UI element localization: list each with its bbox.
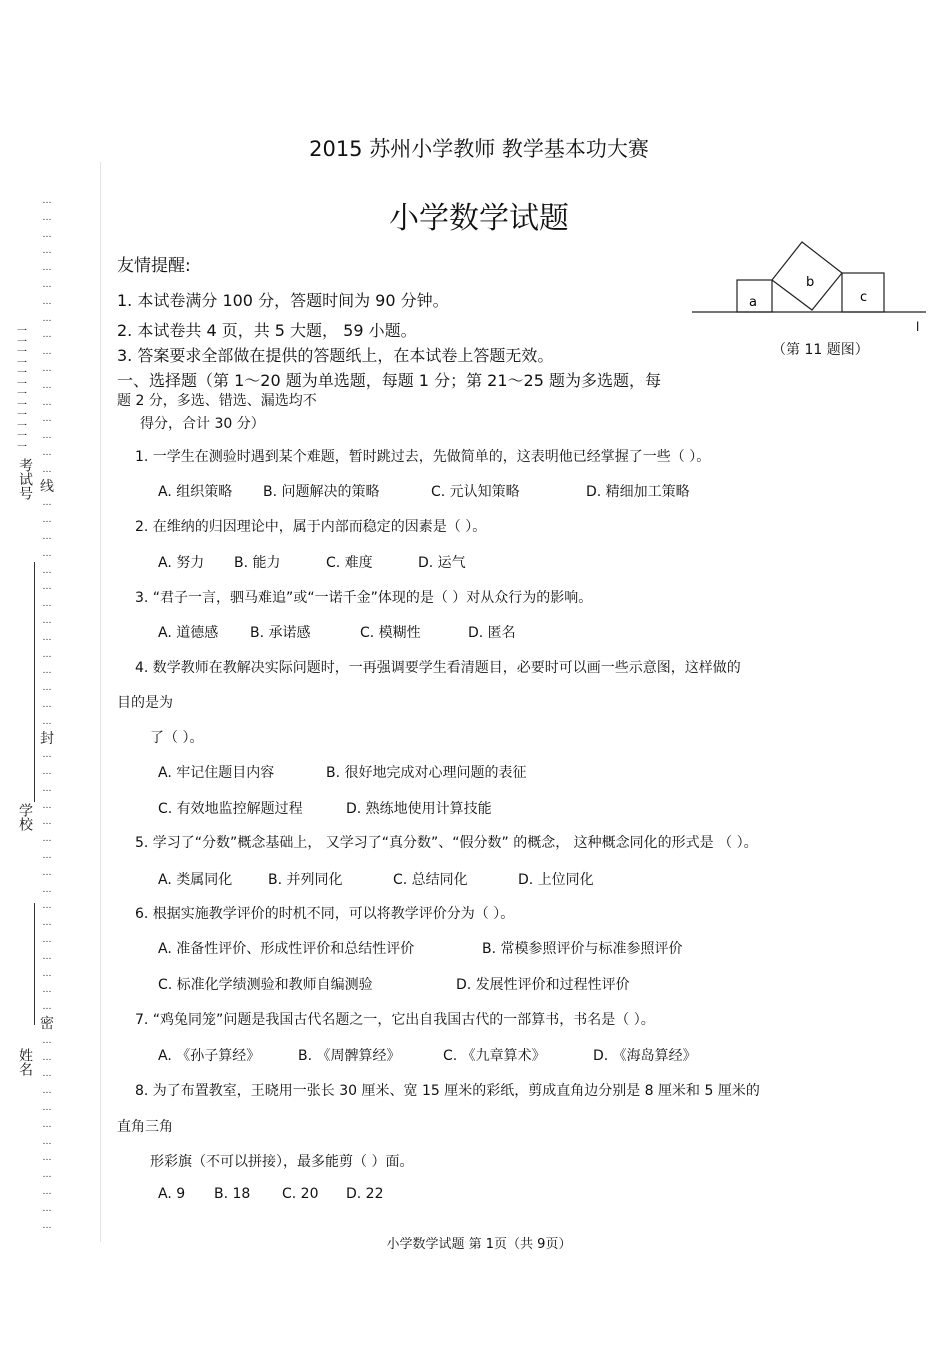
question-3-stem: 3. “君子一言，驷马难追”或“一诺千金”体现的是（ ）对从众行为的影响。 — [135, 590, 593, 606]
binding-dots: … — [42, 750, 52, 761]
question-6-stem: 6. 根据实施教学评价的时机不同，可以将教学评价分为（ ）。 — [135, 906, 515, 922]
binding-dots: … — [42, 1103, 52, 1114]
question-4-stem: 4. 数学教师在教解决实际问题时，一再强调要学生看清题目，必要时可以画一些示意图，这样做的 — [135, 660, 741, 676]
question-7-stem: 7. “鸡兔同笼”问题是我国古代名题之一，它出自我国古代的一部算书，书名是（ ）。 — [135, 1012, 655, 1028]
exam-number-underline: 一 一 一 一 一 一 一 一 一 一 一 一 — [17, 326, 27, 453]
option-d[interactable]: D. 上位同化 — [518, 872, 594, 888]
binding-dots: … — [42, 783, 52, 794]
option-b[interactable]: B. 18 — [214, 1186, 251, 1202]
exam-number-label: 考试号 — [17, 458, 33, 500]
option-c[interactable]: C. 标准化学绩测验和教师自编测验 — [158, 977, 373, 993]
question-8-stem-cont2: 形彩旗（不可以拼接），最多能剪（ ）面。 — [150, 1154, 414, 1170]
binding-dots: … — [42, 1035, 52, 1046]
binding-dots: … — [42, 1002, 52, 1013]
contest-title: 2015 苏州小学教师 教学基本功大赛 — [309, 137, 649, 161]
option-b[interactable]: B. 并列同化 — [268, 872, 343, 888]
binding-dots: … — [42, 599, 52, 610]
binding-dots: … — [42, 363, 52, 374]
binding-dots: … — [42, 464, 52, 475]
binding-dots: … — [42, 1069, 52, 1080]
binding-dots: … — [42, 1187, 52, 1198]
binding-dots: … — [42, 582, 52, 593]
option-c[interactable]: C. 总结同化 — [393, 872, 468, 888]
binding-dots: … — [42, 968, 52, 979]
question-6-options-row1 — [158, 938, 683, 958]
seal-line-upper — [34, 562, 35, 802]
binding-dots: … — [42, 212, 52, 223]
question-6-options-row2 — [158, 974, 630, 994]
binding-dots: … — [42, 834, 52, 845]
binding-dots: … — [42, 683, 52, 694]
notice-item-2: 2. 本试卷共 4 页，共 5 大题， 59 小题。 — [117, 321, 417, 340]
option-c[interactable]: C. 难度 — [326, 555, 373, 571]
question-4-stem-cont2: 了（ ）。 — [150, 730, 204, 746]
binding-dots: … — [42, 699, 52, 710]
option-b[interactable]: B. 很好地完成对心理问题的表征 — [326, 765, 527, 781]
margin-divider — [100, 162, 101, 1242]
section1-title-line3: 得分，合计 30 分） — [140, 416, 265, 432]
binding-dots: … — [42, 414, 52, 425]
binding-dots: … — [42, 1052, 52, 1063]
option-b[interactable]: B. 《周髀算经》 — [298, 1048, 401, 1064]
binding-dots: … — [42, 313, 52, 324]
question-7-options — [158, 1045, 697, 1065]
question-1-options — [158, 481, 690, 501]
binding-dots: … — [42, 615, 52, 626]
option-a[interactable]: A. 9 — [158, 1186, 186, 1202]
option-d[interactable]: D. 匿名 — [468, 625, 516, 641]
binding-dots: … — [42, 985, 52, 996]
binding-dots: … — [42, 800, 52, 811]
binding-dots: … — [42, 565, 52, 576]
option-d[interactable]: D. 22 — [346, 1186, 384, 1202]
binding-dots: … — [42, 330, 52, 341]
binding-dots: … — [42, 716, 52, 727]
question-4-stem-cont: 目的是为 — [117, 695, 173, 711]
question-2-options — [158, 552, 466, 572]
binding-dots: … — [42, 263, 52, 274]
option-b[interactable]: B. 能力 — [234, 555, 281, 571]
question-3-options — [158, 622, 516, 642]
question-2-stem: 2. 在维纳的归因理论中，属于内部而稳定的因素是（ ）。 — [135, 519, 487, 535]
option-b[interactable]: B. 常模参照评价与标准参照评价 — [482, 941, 683, 957]
option-d[interactable]: D. 运气 — [418, 555, 466, 571]
binding-dots: … — [42, 548, 52, 559]
binding-dots: … — [42, 515, 52, 526]
question-8-options — [158, 1186, 384, 1202]
option-a[interactable]: A. 道德感 — [158, 625, 219, 641]
notice-item-3: 3. 答案要求全部做在提供的答题纸上，在本试卷上答题无效。 — [117, 346, 554, 365]
paper-title: 小学数学试题 — [389, 201, 569, 236]
label-c: c — [860, 290, 868, 305]
option-a[interactable]: A. 努力 — [158, 555, 205, 571]
binding-dots: … — [42, 1203, 52, 1214]
section1-title-line2: 题 2 分，多选、错选、漏选均不 — [117, 393, 317, 409]
seal-line-lower — [34, 903, 35, 1025]
question-5-options — [158, 869, 594, 889]
binding-dots: … — [42, 1119, 52, 1130]
binding-dots: … — [42, 1153, 52, 1164]
binding-dots: … — [42, 531, 52, 542]
binding-dots: … — [42, 867, 52, 878]
binding-dots: … — [42, 196, 52, 206]
question-4-options-row2 — [158, 798, 492, 818]
option-b[interactable]: B. 问题解决的策略 — [263, 484, 380, 500]
binding-dots: … — [42, 649, 52, 660]
option-c[interactable]: C. 20 — [282, 1186, 319, 1202]
binding-dots: … — [42, 935, 52, 946]
option-a[interactable]: A. 牢记住题目内容 — [158, 765, 275, 781]
binding-dots: … — [42, 296, 52, 307]
figure-caption: （第 11 题图） — [772, 342, 869, 358]
binding-dots: … — [42, 447, 52, 458]
binding-mark-line: 线 — [40, 478, 54, 495]
question-8-stem-cont: 直角三角 — [117, 1119, 173, 1135]
binding-dots: … — [42, 246, 52, 257]
binding-dots: … — [42, 279, 52, 290]
option-d[interactable]: D. 发展性评价和过程性评价 — [456, 977, 630, 993]
binding-dots: … — [42, 918, 52, 929]
question-5-stem: 5. 学习了“分数”概念基础上， 又学习了“真分数”、“假分数” 的概念， 这种概念同化的形式是 （ ）。 — [135, 835, 758, 851]
binding-dots: … — [42, 767, 52, 778]
option-a[interactable]: A. 类属同化 — [158, 872, 233, 888]
name-label: 姓名 — [17, 1048, 33, 1076]
binding-dots: … — [42, 951, 52, 962]
binding-dots: … — [42, 1220, 52, 1231]
binding-mark-seal: 封 — [40, 730, 54, 747]
binding-dotted-column — [38, 193, 56, 1234]
option-c[interactable]: C. 有效地监控解题过程 — [158, 801, 303, 817]
binding-dots: … — [42, 632, 52, 643]
option-a[interactable]: A. 准备性评价、形成性评价和总结性评价 — [158, 941, 415, 957]
notice-item-1: 1. 本试卷满分 100 分，答题时间为 90 分钟。 — [117, 291, 449, 310]
label-l: l — [916, 320, 920, 334]
option-c[interactable]: C. 模糊性 — [360, 625, 421, 641]
section1-title-line1: 一、选择题（第 1～20 题为单选题，每题 1 分；第 21～25 题为多选题，每 — [117, 371, 661, 390]
question-1-stem: 1. 一学生在测验时遇到某个难题，暂时跳过去，先做简单的，这表明他已经掌握了一些（ ）。 — [135, 449, 711, 465]
option-d[interactable]: D. 熟练地使用计算技能 — [346, 801, 492, 817]
binding-dots: … — [42, 229, 52, 240]
binding-dots: … — [42, 817, 52, 828]
question-4-options-row1 — [158, 762, 527, 782]
figure-11 — [690, 236, 930, 336]
binding-dots: … — [42, 1170, 52, 1181]
binding-dots: … — [42, 666, 52, 677]
binding-dots: … — [42, 431, 52, 442]
binding-dots: … — [42, 1086, 52, 1097]
label-b: b — [806, 275, 815, 290]
binding-dots: … — [42, 851, 52, 862]
option-d[interactable]: D. 精细加工策略 — [586, 484, 690, 500]
binding-dots: … — [42, 347, 52, 358]
binding-dots: … — [42, 884, 52, 895]
binding-dots: … — [42, 1136, 52, 1147]
option-b[interactable]: B. 承诺感 — [250, 625, 311, 641]
option-c[interactable]: C. 《九章算术》 — [443, 1048, 546, 1064]
label-a: a — [749, 295, 757, 310]
page-footer: 小学数学试题 第 1页（共 9页） — [386, 1237, 572, 1252]
binding-dots: … — [42, 397, 52, 408]
school-label: 学校 — [17, 803, 33, 831]
binding-dots: … — [42, 380, 52, 391]
option-d[interactable]: D. 《海岛算经》 — [593, 1048, 697, 1064]
notice-heading: 友情提醒: — [117, 256, 191, 276]
option-a[interactable]: A. 组织策略 — [158, 484, 233, 500]
question-8-stem: 8. 为了布置教室，王晓用一张长 30 厘米、宽 15 厘米的彩纸，剪成直角边分别是 8 厘米和 5 厘米的 — [135, 1083, 760, 1099]
option-c[interactable]: C. 元认知策略 — [431, 484, 520, 500]
binding-dots: … — [42, 498, 52, 509]
option-a[interactable]: A. 《孙子算经》 — [158, 1048, 261, 1064]
binding-mark-secret: 密 — [40, 1016, 54, 1033]
binding-dots: … — [42, 901, 52, 912]
